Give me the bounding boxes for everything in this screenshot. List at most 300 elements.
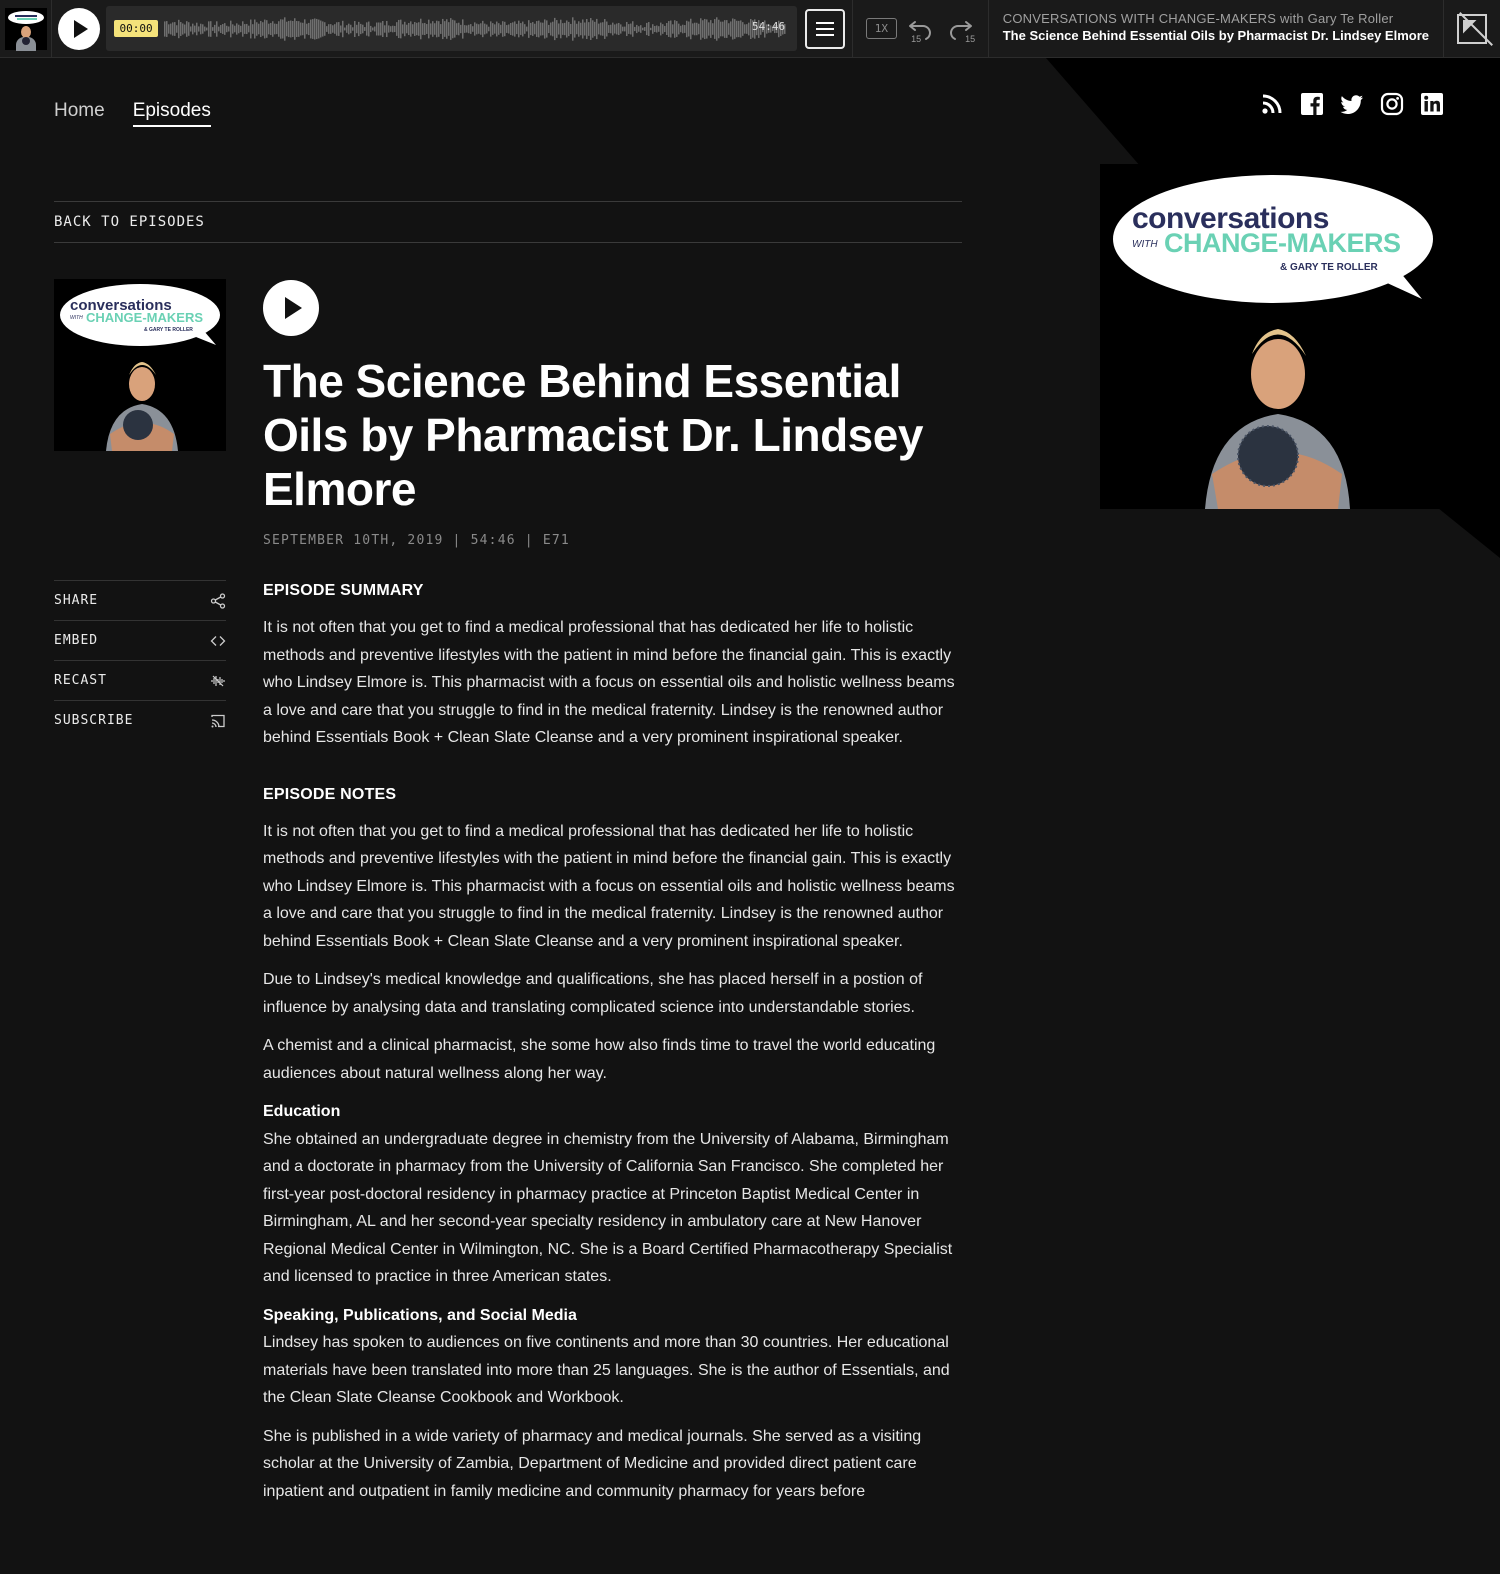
recast-icon (210, 673, 226, 689)
waveform-bar (476, 24, 478, 35)
waveform-bar (216, 21, 218, 36)
waveform-bar (346, 25, 348, 33)
waveform-bar (332, 25, 334, 32)
waveform-bar (670, 21, 672, 38)
waveform-bar (718, 20, 720, 39)
waveform-bar (320, 21, 322, 38)
waveform-bar (716, 17, 718, 40)
waveform-bar (262, 22, 264, 36)
waveform-bar (526, 27, 528, 32)
waveform-bar (508, 24, 510, 33)
waveform-bar (706, 19, 708, 38)
waveform-bar (452, 20, 454, 39)
waveform-bar (540, 22, 542, 35)
waveform-bar (436, 21, 438, 38)
waveform-bar (204, 27, 206, 32)
waveform-bar (212, 27, 214, 31)
instagram-icon[interactable] (1380, 92, 1404, 116)
waveform-bar (712, 23, 714, 35)
waveform-bar (684, 25, 686, 33)
waveform-bar (612, 23, 614, 36)
waveform-bar (218, 27, 220, 32)
waveform-bar (630, 24, 632, 35)
waveform-bar (180, 22, 182, 36)
waveform-bar (278, 21, 280, 36)
back-bar (54, 201, 962, 243)
waveform-bar (298, 21, 300, 37)
waveform-bar (338, 22, 340, 36)
waveform-bar (302, 23, 304, 35)
now-playing-episode: The Science Behind Essential Oils by Pharmacist Dr. Lindsey Elmore (1002, 28, 1429, 43)
waveform-bar (324, 22, 326, 36)
waveform-bar (438, 21, 440, 37)
episode-meta: SEPTEMBER 10TH, 2019 | 54:46 | E71 (263, 533, 570, 548)
episode-art-line3: & GARY TE ROLLER (144, 327, 193, 333)
waveform-bar (232, 24, 234, 33)
waveform-bar (672, 24, 674, 33)
waveform-bar (448, 22, 450, 36)
episode-art-line2: CHANGE-MAKERS (86, 310, 203, 325)
waveform-bar (466, 25, 468, 32)
waveform-bar (614, 24, 616, 33)
waveform-bar (330, 24, 332, 34)
waveform-bar (694, 23, 696, 36)
waveform-bar (462, 19, 464, 38)
waveform-scrubber[interactable] (106, 6, 797, 51)
waveform-bar (744, 24, 746, 33)
waveform-bar (662, 24, 664, 34)
waveform-bar (738, 21, 740, 37)
waveform-bar (470, 24, 472, 34)
waveform-bar (282, 20, 284, 39)
waveform-bar (472, 26, 474, 32)
waveform-bar (226, 26, 228, 32)
waveform-bar (668, 21, 670, 37)
nav-episodes[interactable]: Episodes (133, 100, 211, 127)
episode-art-text (54, 279, 226, 349)
waveform-bar (520, 23, 522, 35)
waveform-bar (732, 18, 734, 39)
waveform-bar (234, 26, 236, 33)
simplecast-logo-icon[interactable] (1457, 14, 1487, 44)
waveform-bar (288, 21, 290, 37)
notes-heading: EPISODE NOTES (263, 785, 397, 803)
waveform-bar (554, 18, 556, 40)
waveform-bar (748, 23, 750, 36)
waveform-bar (186, 21, 188, 37)
waveform-bar (242, 21, 244, 36)
waveform-bar (454, 20, 456, 37)
waveform-bar (544, 19, 546, 38)
waveform-bar (608, 25, 610, 33)
waveform-bar (566, 20, 568, 37)
waveform-bar (698, 24, 700, 35)
waveform-bar (528, 20, 530, 38)
waveform-bar (568, 22, 570, 36)
waveform-bar (190, 26, 192, 31)
waveform-bar (342, 21, 344, 37)
episode-summary (263, 582, 963, 752)
waveform-bar (178, 20, 180, 38)
waveform-bar (720, 22, 722, 37)
audio-player-bar (0, 0, 1500, 58)
cover-art-with: WITH (1132, 239, 1158, 250)
waveform-bar (326, 26, 328, 32)
waveform-bar (334, 24, 336, 34)
waveform-bar (678, 24, 680, 35)
waveform-bar (674, 20, 676, 38)
waveform-bar (726, 20, 728, 38)
playback-speed-button[interactable]: 1X (866, 18, 897, 39)
waveform-bar (456, 23, 458, 35)
waveform-bar (290, 21, 292, 38)
waveform-bar (336, 22, 338, 35)
episode-play-button[interactable] (263, 280, 319, 336)
waveform-bar (198, 26, 200, 31)
waveform-bar (440, 24, 442, 34)
waveform-bar (412, 24, 414, 34)
recast-button[interactable] (54, 660, 226, 700)
current-time: 00:00 (114, 20, 157, 37)
waveform-bar (360, 24, 362, 34)
waveform-bar (530, 23, 532, 35)
waveform-bar (316, 19, 318, 39)
waveform-bar (742, 22, 744, 36)
waveform-bar (410, 21, 412, 36)
waveform-bar (194, 26, 196, 33)
waveform-bar (594, 22, 596, 36)
waveform-bar (416, 23, 418, 35)
waveform-bar (618, 23, 620, 35)
waveform-bar (516, 24, 518, 34)
waveform-bar (168, 24, 170, 33)
waveform-bar (704, 19, 706, 39)
waveform-bar (340, 25, 342, 32)
waveform-bar (556, 20, 558, 38)
facebook-icon[interactable] (1300, 92, 1324, 116)
waveform-bar (292, 21, 294, 37)
waveform-bar (488, 27, 490, 32)
podcast-cover-art (1100, 164, 1445, 509)
education-heading: Education (263, 1103, 341, 1120)
waveform-bar (176, 25, 178, 32)
waveform-bar (202, 24, 204, 33)
waveform-bar (714, 19, 716, 39)
waveform-bar (632, 21, 634, 37)
waveform-bar (192, 24, 194, 35)
play-icon (74, 20, 88, 38)
waveform-bar (498, 23, 500, 35)
waveform-bar (664, 26, 666, 32)
waveform-bar (588, 22, 590, 36)
waveform-bar (542, 23, 544, 36)
waveform-bar (648, 22, 650, 36)
waveform-bar (502, 21, 504, 37)
main-nav (54, 100, 211, 127)
notes-paragraph: Due to Lindsey's medical knowledge and qualifications, she has placed herself in a postion of influence by analysing data and translating complicated science into understandable stories. (263, 971, 923, 1016)
waveform-bar (392, 26, 394, 33)
waveform-bar (196, 23, 198, 36)
waveform-bar (420, 19, 422, 40)
waveform-bar (682, 25, 684, 34)
subscribe-icon (210, 713, 226, 729)
waveform-bar (286, 22, 288, 37)
waveform-bar (228, 26, 230, 31)
subscribe-label: SUBSCRIBE (54, 713, 134, 728)
waveform-bar (368, 22, 370, 37)
waveform-bar (372, 28, 374, 31)
waveform-bar (652, 24, 654, 34)
waveform-bar (646, 23, 648, 35)
waveform-bar (666, 23, 668, 35)
episode-notes (263, 786, 963, 1506)
waveform-bar (592, 20, 594, 37)
waveform-bar (442, 19, 444, 39)
waveform-bar (730, 21, 732, 36)
cover-art-line1: conversations (1132, 202, 1329, 235)
waveform-bar (590, 18, 592, 40)
waveform-bar (188, 22, 190, 36)
episode-artwork (54, 279, 226, 451)
waveform-bar (300, 22, 302, 35)
waveform-bar (572, 17, 574, 40)
waveform-bar (434, 23, 436, 34)
waveform-bar (248, 26, 250, 33)
waveform-bar (222, 24, 224, 34)
waveform-bar (444, 21, 446, 37)
waveform-bar (538, 21, 540, 38)
waveform-bar (246, 24, 248, 34)
waveform-bar (660, 23, 662, 36)
waveform-bar (736, 21, 738, 37)
waveform-bar (390, 26, 392, 32)
waveform-bar (746, 24, 748, 34)
waveform-bar (374, 27, 376, 32)
nav-home[interactable]: Home (54, 100, 105, 121)
waveform-bar (464, 25, 466, 33)
waveform-bar (654, 26, 656, 32)
waveform-bar (468, 25, 470, 33)
waveform-bar (492, 23, 494, 35)
waveform-bar (512, 22, 514, 35)
waveform-graphic (106, 6, 846, 52)
episode-art-line1: conversations (70, 297, 172, 314)
share-icon (210, 593, 226, 609)
waveform-bar (636, 25, 638, 33)
waveform-bar (550, 23, 552, 36)
waveform-bar (688, 22, 690, 37)
skip-back-seconds: 15 (911, 33, 922, 44)
waveform-bar (480, 23, 482, 34)
waveform-bar (722, 22, 724, 37)
waveform-bar (474, 22, 476, 35)
waveform-bar (206, 28, 208, 31)
waveform-bar (650, 28, 652, 30)
waveform-bar (604, 19, 606, 39)
waveform-bar (358, 22, 360, 36)
waveform-bar (724, 20, 726, 38)
waveform-bar (506, 25, 508, 33)
waveform-bar (564, 23, 566, 35)
waveform-bar (616, 24, 618, 35)
waveform-bar (310, 20, 312, 39)
waveform-bar (728, 23, 730, 35)
rss-icon[interactable] (1260, 92, 1284, 116)
waveform-bar (394, 26, 396, 32)
recast-label: RECAST (54, 673, 107, 688)
waveform-bar (710, 20, 712, 38)
waveform-bar (396, 22, 398, 36)
waveform-bar (576, 24, 578, 34)
notes-paragraph: It is not often that you get to find a medical professional that has dedicated her life to holistic methods and preventive lifestyles with the patient in mind before the financial gain. This is exactly who Lindsey Elmore is. This pharmacist with a focus on essential oils and holistic wellness beams a love and care that you struggle to find in the medical fraternity. Lindsey is the renowned author behind Essentials Book + Clean Slate Cleanse and a very prominent inspirational speaker. (263, 822, 955, 950)
waveform-bar (388, 25, 390, 32)
summary-heading: EPISODE SUMMARY (263, 582, 424, 599)
waveform-bar (308, 23, 310, 35)
waveform-bar (598, 24, 600, 35)
podcast-artwork-mini (5, 8, 47, 50)
waveform-bar (214, 25, 216, 33)
waveform-bar (524, 24, 526, 34)
share-label: SHARE (54, 593, 99, 608)
waveform-bar (280, 19, 282, 38)
waveform-bar (644, 27, 646, 31)
waveform-bar (366, 22, 368, 35)
waveform-bar (534, 24, 536, 35)
waveform-bar (164, 21, 166, 36)
waveform-bar (486, 25, 488, 34)
waveform-bar (268, 24, 270, 35)
skip-back-button[interactable] (906, 14, 936, 44)
waveform-bar (702, 20, 704, 37)
duration: 54:46 (752, 20, 786, 33)
now-playing-info (989, 0, 1444, 57)
waveform-bar (558, 23, 560, 34)
play-icon (285, 297, 302, 319)
waveform-bar (562, 23, 564, 35)
waveform-bar (624, 27, 626, 32)
waveform-bar (690, 19, 692, 40)
waveform-bar (658, 26, 660, 32)
waveform-bar (256, 22, 258, 36)
social-links (1260, 92, 1444, 116)
waveform-bar (244, 24, 246, 34)
waveform-bar (404, 22, 406, 36)
subscribe-button[interactable] (54, 700, 226, 740)
waveform-bar (406, 25, 408, 34)
waveform-bar (422, 23, 424, 35)
notes-paragraph: A chemist and a clinical pharmacist, she some how also finds time to travel the world educating audiences about natural wellness along her way. (263, 1037, 936, 1082)
waveform-bar (426, 24, 428, 34)
skip-forward-seconds: 15 (965, 33, 976, 44)
waveform-bar (484, 24, 486, 35)
skip-forward-button[interactable] (945, 14, 975, 44)
waveform-bar (570, 24, 572, 34)
waveform-bar (208, 21, 210, 36)
waveform-bar (626, 22, 628, 36)
waveform-bar (638, 26, 640, 31)
waveform-bar (430, 23, 432, 34)
waveform-bar (482, 21, 484, 37)
episode-content (263, 582, 963, 1539)
waveform-bar (370, 26, 372, 32)
summary-text: It is not often that you get to find a medical professional that has dedicated her life to holistic methods and preventive lifestyles with the patient in mind before the financial gain. This is exactly who Lindsey Elmore is. This pharmacist with a focus on essential oils and holistic wellness beams a love and care that you struggle to find in the medical fraternity. Lindsey is the renowned author behind Essentials Book + Clean Slate Cleanse and a very prominent inspirational speaker. (263, 619, 955, 746)
waveform-bar (238, 25, 240, 34)
back-to-episodes-link[interactable]: BACK TO EPISODES (54, 214, 205, 230)
waveform-bar (386, 21, 388, 37)
notes-paragraph: She is published in a wide variety of pharmacy and medical journals. She served as a visiting scholar at the University of Zambia, Department of Medicine and provided direct patient care inpatient and outpatient in family medicine and community pharmacy for years before (263, 1427, 922, 1500)
waveform-bar (548, 25, 550, 33)
waveform-bar (622, 27, 624, 32)
waveform-bar (378, 22, 380, 35)
waveform-bar (328, 24, 330, 34)
waveform-bar (380, 23, 382, 36)
waveform-bar (184, 25, 186, 34)
waveform-bar (514, 21, 516, 36)
waveform-bar (428, 20, 430, 39)
waveform-bar (582, 19, 584, 38)
waveform-bar (304, 19, 306, 38)
cover-art-line3: & GARY TE ROLLER (1280, 262, 1378, 273)
waveform-bar (460, 25, 462, 33)
waveform-bar (348, 24, 350, 35)
waveform-bar (584, 23, 586, 36)
waveform-bar (344, 28, 346, 31)
waveform-bar (494, 24, 496, 33)
waveform-bar (560, 20, 562, 39)
waveform-bar (518, 21, 520, 38)
waveform-bar (596, 19, 598, 39)
waveform-bar (496, 22, 498, 37)
cover-art-line2: CHANGE-MAKERS (1164, 228, 1401, 258)
waveform-bar (230, 21, 232, 38)
waveform-bar (606, 22, 608, 37)
waveform-bar (700, 18, 702, 39)
embed-label: EMBED (54, 633, 99, 648)
waveform-bar (364, 27, 366, 31)
waveform-bar (680, 26, 682, 33)
embed-button[interactable] (54, 620, 226, 660)
episode-actions (54, 580, 226, 740)
share-button[interactable] (54, 580, 226, 620)
waveform-bar (352, 27, 354, 30)
waveform-bar (402, 24, 404, 33)
waveform-bar (314, 18, 316, 39)
waveform-bar (450, 18, 452, 40)
waveform-bar (200, 24, 202, 35)
waveform-bar (536, 21, 538, 37)
waveform-bar (640, 25, 642, 33)
waveform-bar (656, 25, 658, 32)
player-play-button[interactable] (58, 8, 100, 50)
waveform-bar (696, 23, 698, 35)
waveform-bar (220, 25, 222, 33)
waveform-bar (432, 21, 434, 37)
waveform-bar (708, 22, 710, 35)
waveform-bar (384, 25, 386, 32)
waveform-bar (692, 23, 694, 34)
waveform-bar (250, 20, 252, 39)
education-text: She obtained an undergraduate degree in chemistry from the University of Alabama, Birmingham and a doctorate in pharmacy from the University of California San Francisco. She completed her first-year post-doctoral residency in pharmacy practice at Princeton Baptist Medical Center in Birmingham, AL and her second-year specialty residency in ambulatory care at New Hanover Regional Medical Center in Wilmington, NC. She is a Board Certified Pharmacotherapy Specialist and licensed to practice in three American states. (263, 1130, 953, 1285)
linkedin-icon[interactable] (1420, 92, 1444, 116)
waveform-bar (276, 24, 278, 34)
twitter-icon[interactable] (1340, 92, 1364, 116)
waveform-bar (254, 20, 256, 39)
player-thumbnail[interactable] (0, 0, 52, 57)
waveform-bar (272, 21, 274, 37)
waveform-bar (686, 21, 688, 37)
speaking-heading: Speaking, Publications, and Social Media (263, 1306, 577, 1324)
waveform-bar (676, 21, 678, 37)
